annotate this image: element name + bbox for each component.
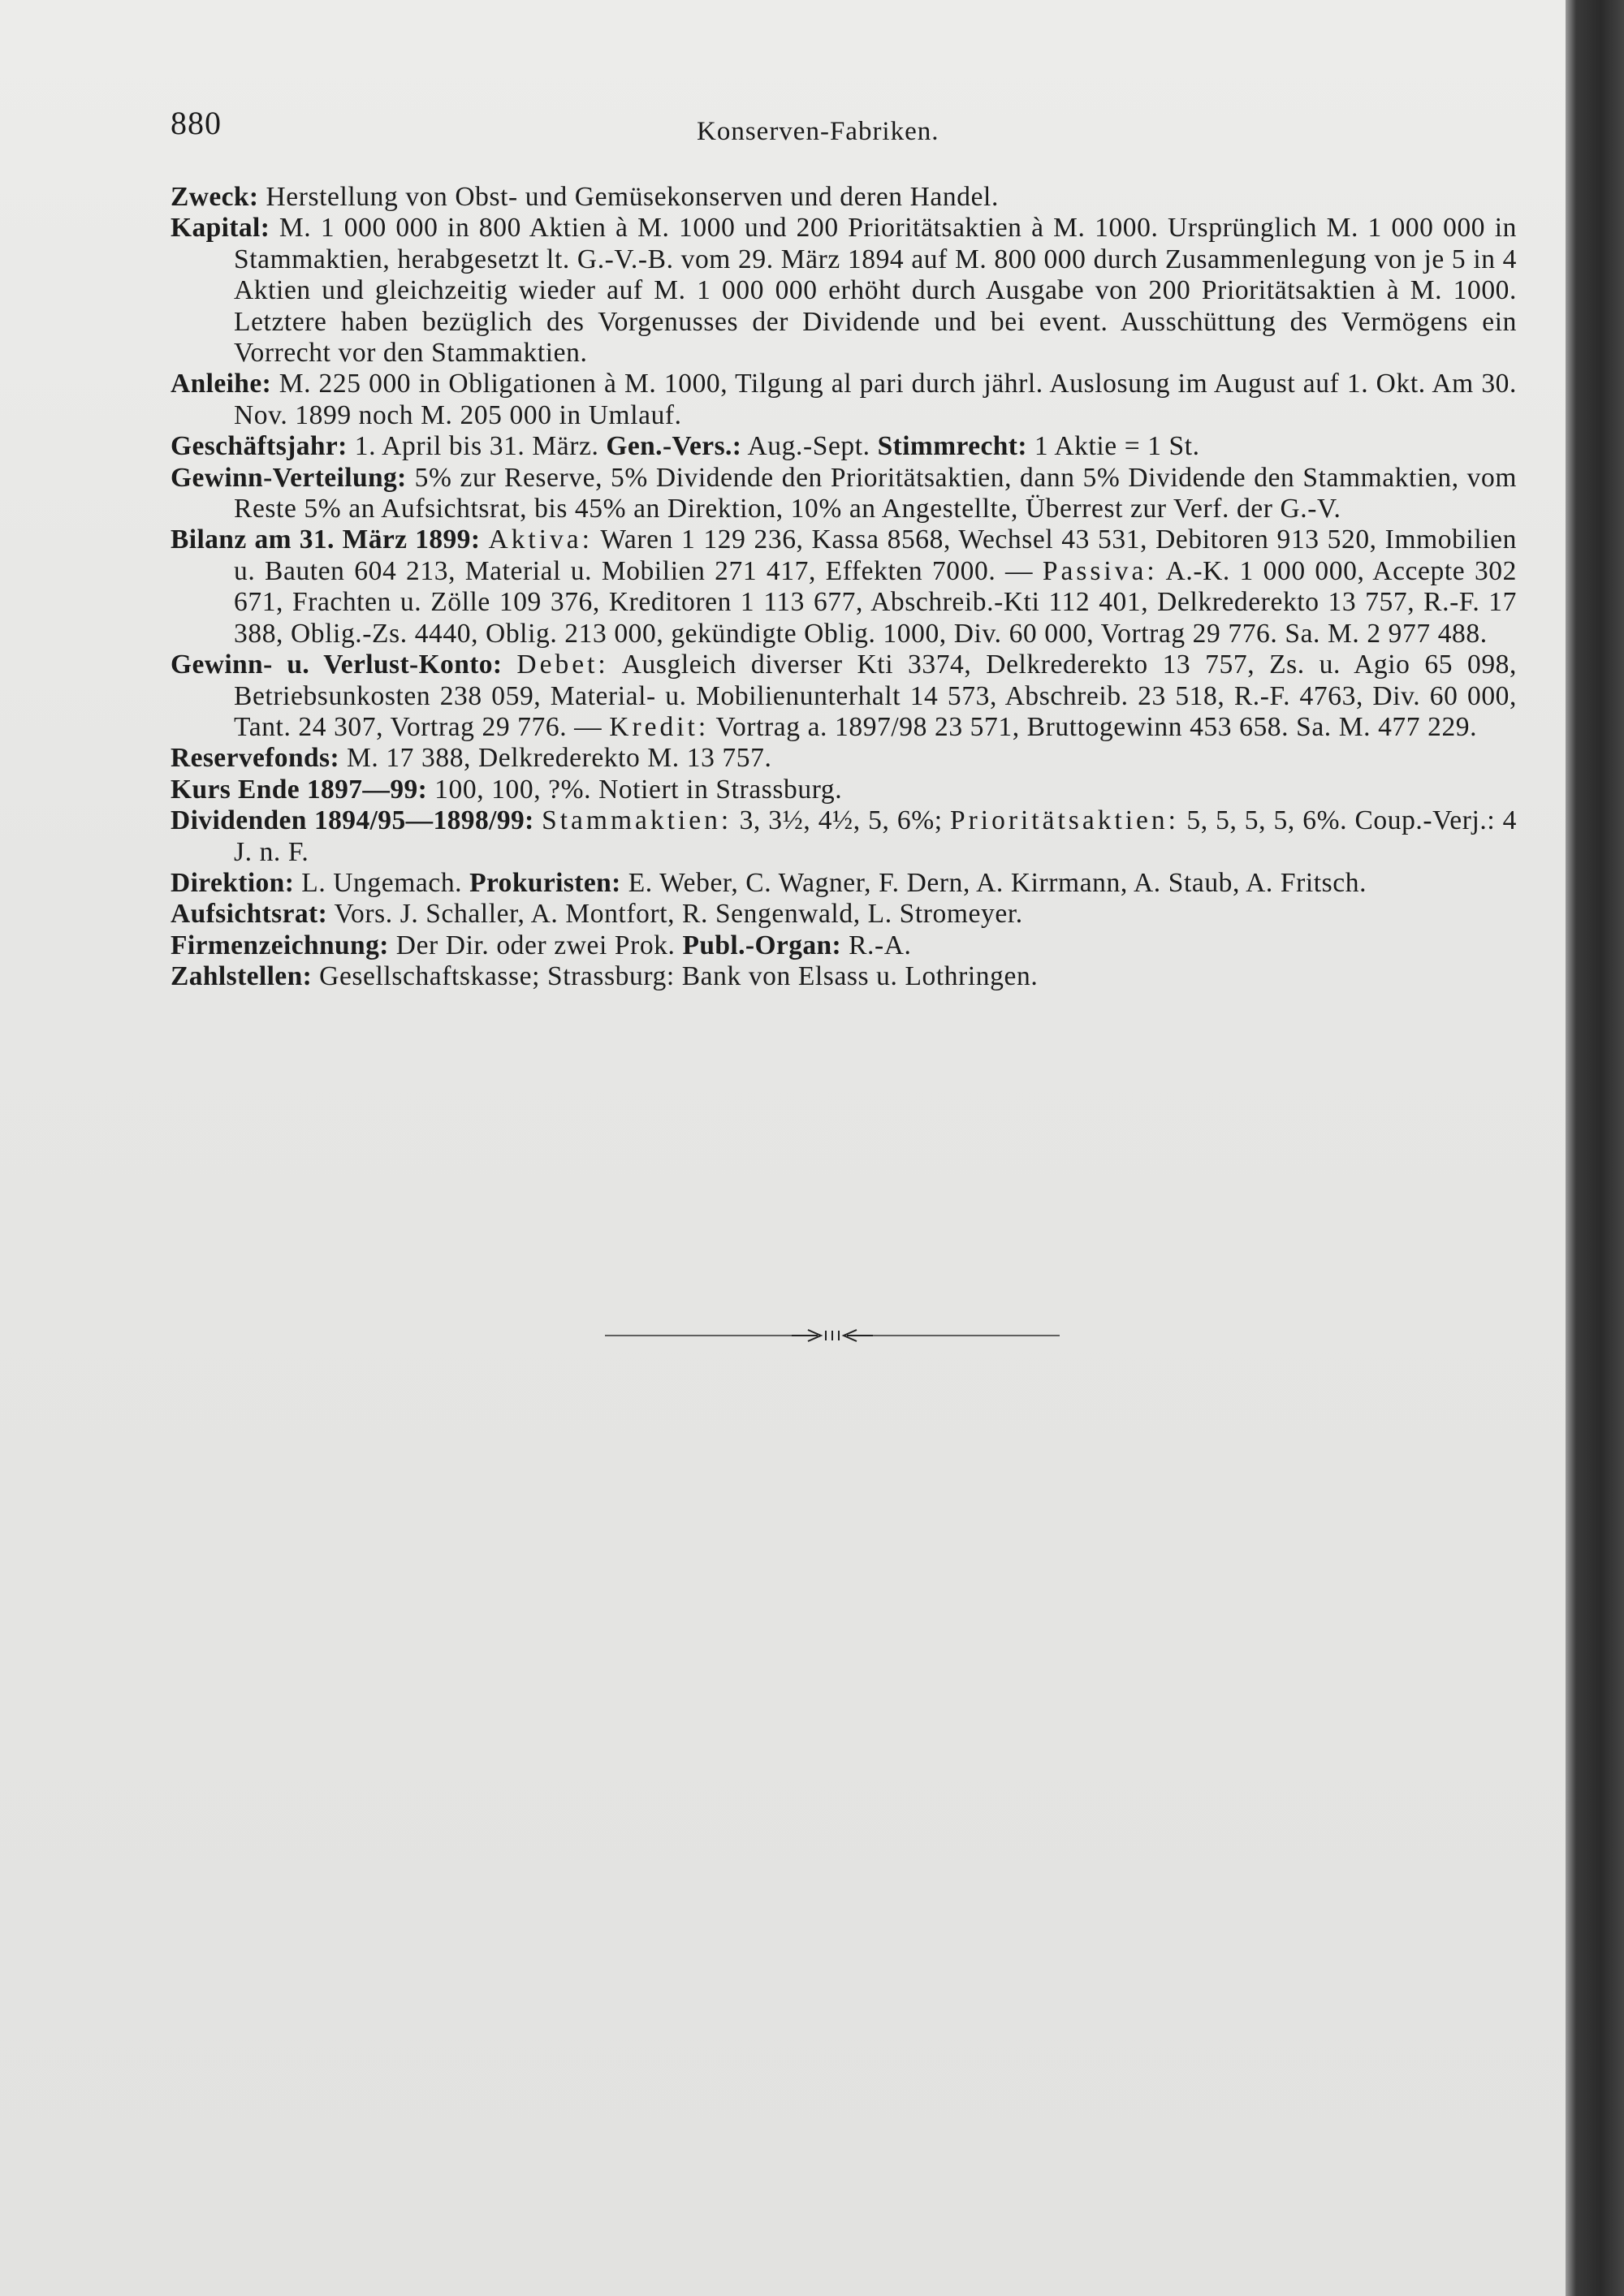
entry-gewinn-verteilung [171,463,1517,525]
entry-gewinn-verlust-konto [171,650,1517,743]
stammaktien-label: Stammaktien: [542,805,732,836]
entry-reservefonds [171,743,1517,774]
entry-label: Kapital: [171,213,270,244]
entry-label: Dividenden 1894/95—1898/99: [171,805,534,836]
entry-text: M. 225 000 in Obligationen à M. 1000, Tilgung al pari durch jährl. Auslosung im August auf 1. Okt. Am 30. Nov. 1899 noch M. 205 000 in Umlauf. [234,369,1517,430]
entry-kurs [171,775,1517,805]
kredit-label: Kredit: [609,711,710,742]
running-head: Konserven-Fabriken. [697,117,939,146]
entry-text: M. 17 388, Delkrederekto M. 13 757. [347,743,772,774]
gen-vers-text: Aug.-Sept. [747,431,870,462]
debet-label: Debet: [516,650,609,680]
entry-text: Vors. J. Schaller, A. Montfort, R. Sengenwald, L. Stromeyer. [334,899,1023,930]
entry-label: Anleihe: [171,369,272,399]
entry-anleihe [171,369,1517,431]
entry-text: Herstellung von Obst- und Gemüsekonserven und deren Handel. [266,182,999,212]
entry-bilanz [171,524,1517,650]
prokuristen-label: Prokuristen: [469,867,621,898]
entry-label: Gewinn-Verteilung: [171,462,407,493]
entry-text: 100, 100, ?%. Notiert in Strassburg. [434,774,843,805]
entry-text: M. 1 000 000 in 800 Aktien à M. 1000 und 200 Prioritätsaktien à M. 1000. Ursprünglich M. 1 000 000 in Stammaktien, herabgesetzt lt. G.-V.-B. vom 29. März 1894 auf M. 800 000 durch Zusammenlegung von je 5 in 4 Aktien und gleichzeitig wieder auf M. 1 000 000 erhöht durch Ausgabe von 200 Prioritätsaktien à M. 1000. Letztere haben bezüglich des Vorgenusses der Dividende und bei event. Ausschüttung des Vermögens ein Vorrecht vor den Stammaktien. [234,213,1517,369]
entry-text: 1. April bis 31. März. [354,431,599,462]
entry-label: Direktion: [171,867,295,898]
entry-zahlstellen [171,961,1517,992]
section-divider-ornament-icon [605,1323,1060,1348]
entry-dividenden [171,805,1517,868]
entry-kapital [171,213,1517,369]
entry-text: 5% zur Reserve, 5% Dividende den Prioritätsaktien, dann 5% Dividende den Stammaktien, vom Reste 5% an Aufsichtsrat, bis 45% an Direktion, 10% an Angestellte, Überrest zur Verf. der G.-V. [234,462,1517,524]
entry-firmenzeichnung [171,930,1517,961]
prioritaetsaktien-label: Prioritätsaktien: [950,805,1179,836]
entry-geschaeftsjahr [171,431,1517,462]
page-number: 880 [171,105,222,141]
entry-zweck [171,182,1517,213]
aktiva-text: Waren 1 129 236, Kassa 8568, Wechsel 43 531, Debitoren 913 520, Immobilien u. Bauten 604 213, Material u. Mobilien 271 417, Effekten 7000. — [234,524,1517,586]
entry-label: Firmenzeichnung: [171,930,389,960]
page-header [171,104,1551,153]
entry-label: Bilanz am 31. März 1899: [171,524,481,555]
entry-text: Gesellschaftskasse; Strassburg: Bank von Elsass u. Lothringen. [319,961,1039,992]
prokuristen-text: E. Weber, C. Wagner, F. Dern, A. Kirrmann, A. Staub, A. Fritsch. [628,867,1367,898]
entry-label: Zweck: [171,182,259,212]
company-entry [171,182,1517,993]
entry-direktion [171,868,1517,899]
entry-aufsichtsrat [171,899,1517,930]
entry-label: Reservefonds: [171,743,340,774]
kredit-text: Vortrag a. 1897/98 23 571, Bruttogewinn 453 658. Sa. M. 477 229. [715,711,1478,742]
debet-text: Ausgleich diverser Kti 3374, Delkrederekto 13 757, Zs. u. Agio 65 098, Betriebsunkosten 238 059, Material- u. Mobilienunterhalt 14 573, Abschreib. 23 518, R.-F. 4763, Div. 60 000, Tant. 24 307, Vortrag 29 776. — [234,650,1517,742]
publ-organ-text: R.-A. [849,930,912,960]
entry-label: Kurs Ende 1897—99: [171,774,428,805]
entry-label: Aufsichtsrat: [171,899,328,930]
prioritaetsaktien-text: 5, 5, 5, 5, 6%. Coup.-Verj.: 4 J. n. F. [234,805,1517,867]
stimmrecht-text: 1 Aktie = 1 St. [1034,431,1200,462]
entry-text: Der Dir. oder zwei Prok. [395,930,676,960]
passiva-text: A.-K. 1 000 000, Accepte 302 671, Frachten u. Zölle 109 376, Kreditoren 1 113 677, Abschreib.-Kti 112 401, Delkrederekto 13 757, R.-F. 17 388, Oblig.-Zs. 4440, Oblig. 213 000, gekündigte Oblig. 1000, Div. 60 000, Vortrag 29 776. Sa. M. 2 977 488. [234,555,1517,649]
book-spine-edge [1566,0,1624,2296]
aktiva-label: Aktiva: [488,524,593,555]
entry-label: Geschäftsjahr: [171,431,348,462]
stimmrecht-label: Stimmrecht: [877,431,1027,462]
entry-label: Gewinn- u. Verlust-Konto: [171,650,503,680]
stammaktien-text: 3, 3½, 4½, 5, 6%; [739,805,943,836]
entry-label: Zahlstellen: [171,961,313,992]
entry-text: L. Ungemach. [301,867,463,898]
gen-vers-label: Gen.-Vers.: [606,431,742,462]
passiva-label: Passiva: [1042,555,1158,586]
publ-organ-label: Publ.-Organ: [682,930,842,960]
